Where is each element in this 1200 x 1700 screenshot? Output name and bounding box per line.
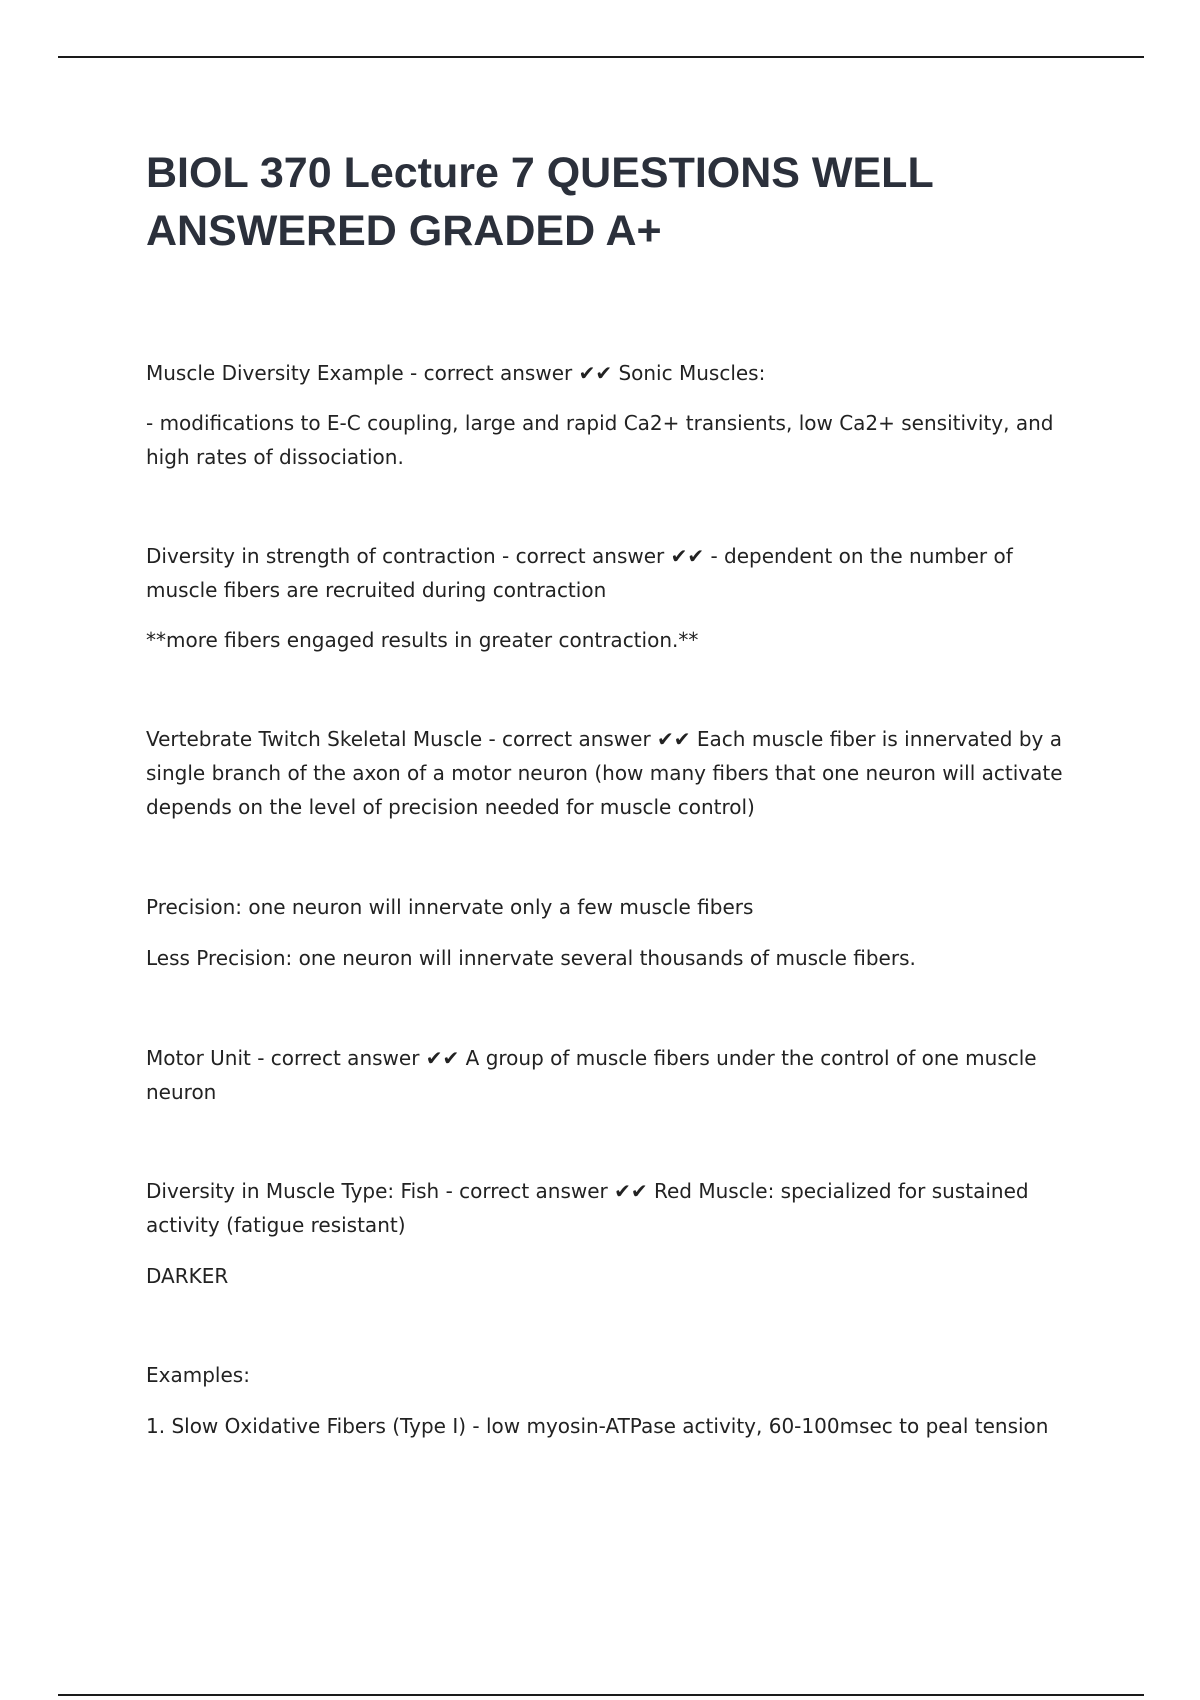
title-line-2: ANSWERED GRADED A+ (146, 207, 662, 255)
title-line-1: BIOL 370 Lecture 7 QUESTIONS WELL (146, 149, 934, 197)
paragraph-muscle-type-fish: Diversity in Muscle Type: Fish - correct answer ✔✔ Red Muscle: specialized for sustained activity (fatigue resistant) (146, 1179, 1029, 1237)
paragraph-precision: Precision: one neuron will innervate only a few muscle fibers (146, 895, 754, 919)
paragraph-darker: DARKER (146, 1264, 229, 1288)
bottom-rule (58, 1694, 1144, 1696)
paragraph-vertebrate-twitch: Vertebrate Twitch Skeletal Muscle - correct answer ✔✔ Each muscle fiber is innervated by a single branch of the axon of a motor neuron (how many fibers that one neuron will activate depends on the level of precision needed for muscle control) (146, 727, 1063, 819)
paragraph-slow-oxidative-fibers: 1. Slow Oxidative Fibers (Type I) - low myosin-ATPase activity, 60-100msec to peal tension (146, 1414, 1049, 1438)
paragraph-examples-heading: Examples: (146, 1363, 250, 1387)
top-rule (58, 56, 1144, 58)
paragraph-sonic-muscles-detail: - modifications to E-C coupling, large and rapid Ca2+ transients, low Ca2+ sensitivity, and high rates of dissociation. (146, 411, 1054, 469)
page-title (146, 144, 1086, 260)
title-block (146, 144, 1086, 260)
paragraph-muscle-diversity-example: Muscle Diversity Example - correct answer ✔✔ Sonic Muscles: (146, 361, 766, 385)
paragraph-less-precision: Less Precision: one neuron will innervate several thousands of muscle fibers. (146, 946, 916, 970)
paragraph-strength-of-contraction: Diversity in strength of contraction - correct answer ✔✔ - dependent on the number of muscle fibers are recruited during contraction (146, 544, 1013, 602)
paragraph-more-fibers-note: **more fibers engaged results in greater contraction.** (146, 628, 699, 652)
paragraph-motor-unit: Motor Unit - correct answer ✔✔ A group of muscle fibers under the control of one muscle neuron (146, 1046, 1037, 1104)
